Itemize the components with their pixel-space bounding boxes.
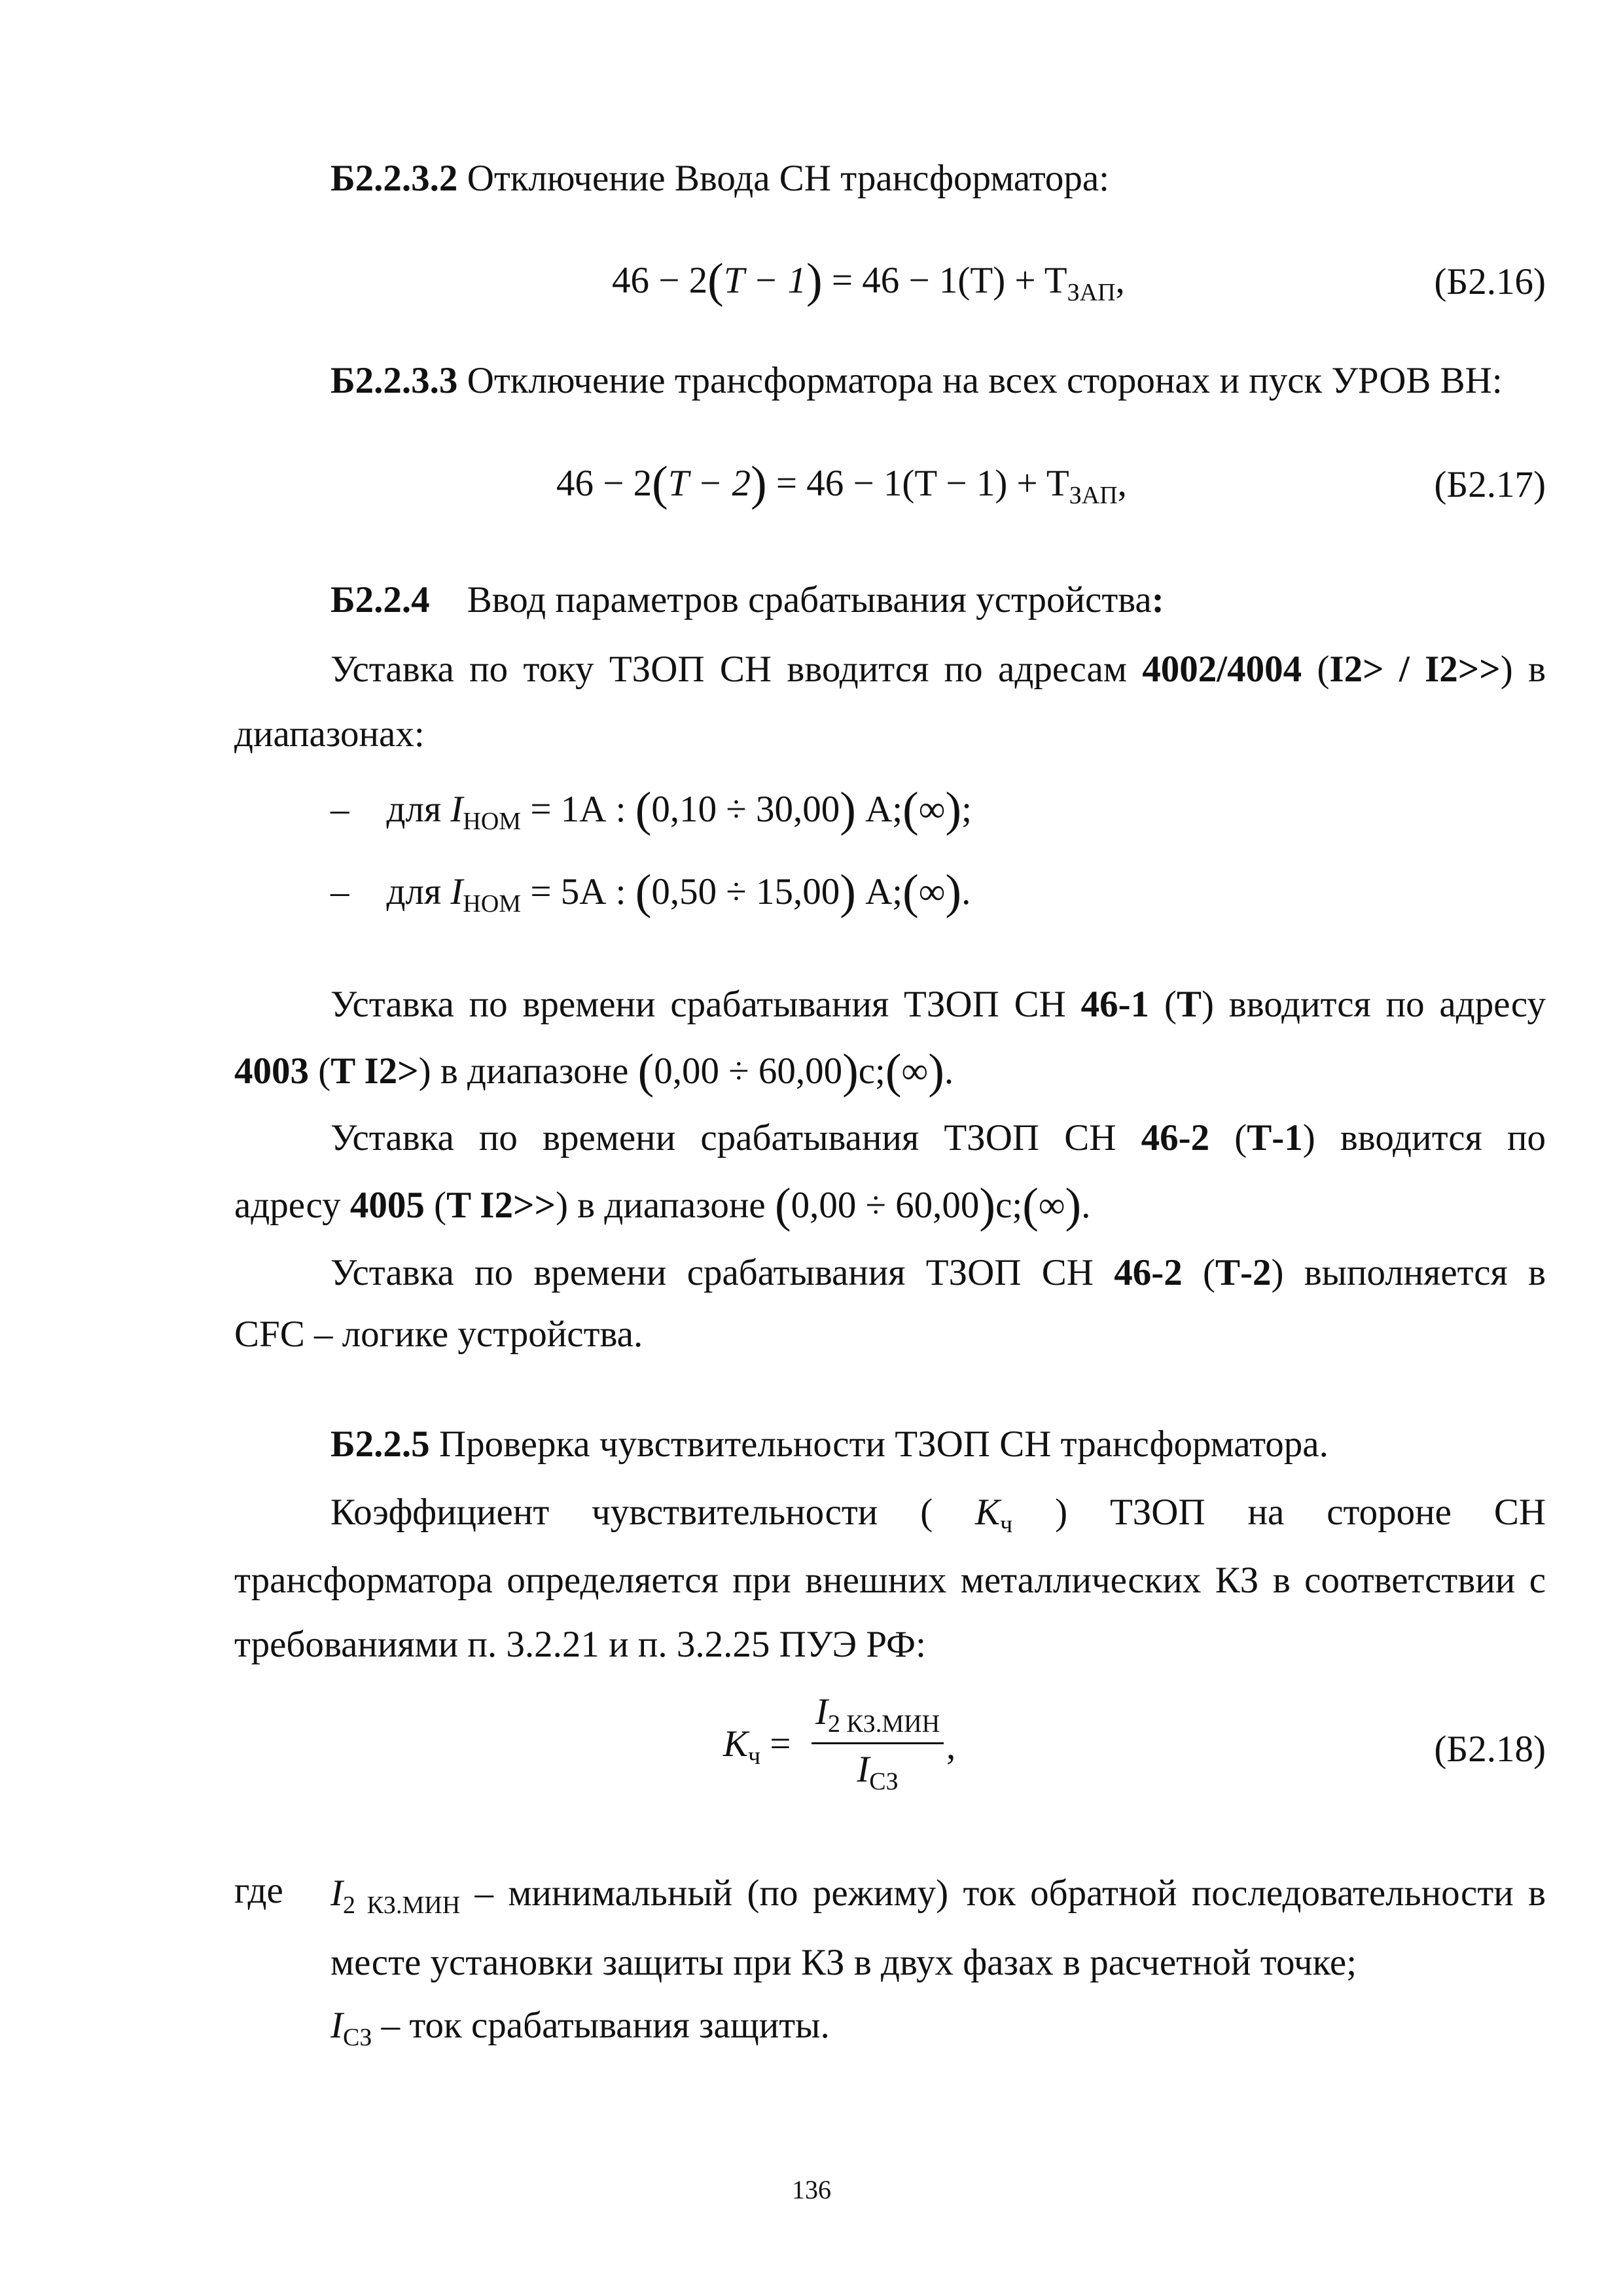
function-code: 46-2: [1141, 1117, 1210, 1158]
paragraph-line: [234, 1181, 1090, 1230]
section-number: Б2.2.3.2: [330, 158, 458, 199]
paragraph-line: требованиями п. 3.2.21 и п. 3.2.25 ПУЭ РФ:: [234, 1624, 926, 1665]
equation-number: (Б2.17): [1434, 464, 1546, 505]
eq-subscript: ЗАП: [1069, 482, 1118, 509]
paragraph-line: трансформатора определяется при внешних металлических КЗ в соответствии с: [234, 1560, 1546, 1601]
infinity: ∞: [918, 789, 946, 830]
paren: ): [840, 865, 856, 919]
variable: I: [330, 1873, 343, 1914]
text: Уставка по времени срабатывания ТЗОП СН: [330, 1252, 1115, 1293]
variable: I: [857, 1749, 870, 1790]
paren: ): [945, 865, 962, 919]
text: Уставка по времени срабатывания ТЗОП СН: [330, 1117, 1141, 1158]
paren: ): [928, 1045, 944, 1098]
section-heading-b2232: [330, 160, 1109, 197]
paren: ): [979, 1179, 996, 1232]
paren: (: [652, 457, 668, 511]
paren: (: [902, 865, 919, 919]
eq-term: = 46 − 1(T − 1) + T: [766, 463, 1069, 504]
paragraph-time-46-2-t1: [330, 1117, 1546, 1159]
text: ) в диапазоне: [555, 1185, 775, 1226]
text: для: [386, 871, 451, 912]
paren: ): [840, 783, 856, 836]
equation-b2-16: [612, 254, 1125, 308]
fraction-denominator: [812, 1748, 944, 1796]
definition-i2kzmin: [330, 1872, 1546, 1920]
text: (: [1209, 1117, 1247, 1158]
paragraph-setting-current: [330, 648, 1546, 691]
parameter: Т-1: [1247, 1117, 1303, 1158]
section-title: Отключение трансформатора на всех сторонах и пуск УРОВ ВН:: [467, 360, 1503, 401]
text: .: [961, 871, 971, 912]
eq-comma: ,: [946, 1726, 956, 1767]
paren: ): [842, 1045, 859, 1098]
paren: (: [637, 1045, 654, 1098]
parameter: T I2>>: [446, 1185, 556, 1226]
text: ) выполняется в: [1271, 1252, 1546, 1293]
paragraph-time-46-1: [330, 983, 1546, 1026]
paren: (: [635, 865, 652, 919]
address: 4005: [349, 1185, 425, 1226]
text: ) в: [1500, 649, 1546, 690]
text: = 5А :: [521, 871, 635, 912]
text: для: [386, 789, 451, 830]
text: на: [1247, 1492, 1285, 1533]
range-item-1a: [330, 785, 972, 834]
text: (: [1149, 984, 1177, 1025]
unit: А;: [855, 871, 903, 912]
text: ) вводится по адресу: [1201, 984, 1546, 1025]
fraction-bar: [812, 1742, 944, 1744]
parameter: Т-2: [1215, 1252, 1272, 1293]
section-heading-b224: [330, 581, 1164, 619]
unit: А;: [855, 789, 903, 830]
subscript: 2 КЗ.МИН: [827, 1710, 940, 1738]
variable: K: [723, 1723, 749, 1765]
definition-line: месте установки защиты при КЗ в двух фазах в расчетной точке;: [330, 1942, 1357, 1983]
text: СН: [1493, 1492, 1546, 1533]
paragraph-line: диапазонах:: [234, 713, 425, 755]
equation-b2-18-lhs: [723, 1725, 791, 1768]
equation-b2-17: [556, 457, 1127, 511]
equation-number: (Б2.18): [1434, 1729, 1546, 1770]
text: Коэффициент: [330, 1492, 550, 1533]
subscript: ч: [748, 1742, 761, 1770]
text: (: [1302, 649, 1330, 690]
text: ) в диапазоне: [418, 1050, 638, 1092]
paren: ): [945, 783, 962, 836]
text: ) вводится по: [1302, 1117, 1546, 1158]
text: (: [920, 1492, 933, 1533]
text: = 1А :: [521, 789, 635, 830]
parameter: Т: [1176, 984, 1202, 1025]
parameter: I2> / I2>>: [1329, 649, 1501, 690]
address: 4003: [234, 1050, 309, 1092]
text: стороне: [1327, 1492, 1452, 1533]
paren: (: [774, 1179, 791, 1232]
range-value: 0,10 ÷ 30,00: [651, 789, 840, 830]
list-dash: –: [330, 871, 349, 912]
paren: (: [635, 783, 652, 836]
text: (: [309, 1050, 331, 1092]
text: .: [1081, 1185, 1091, 1226]
section-title: Отключение Ввода СН трансформатора:: [467, 158, 1109, 199]
subscript: СЗ: [342, 2024, 372, 2051]
infinity: ∞: [918, 871, 946, 912]
text: – ток срабатывания защиты.: [372, 2005, 830, 2046]
subscript: ч: [1000, 1511, 1013, 1538]
eq-term: T − 1: [723, 260, 806, 301]
text: ТЗОП: [1109, 1492, 1205, 1533]
range-value: 0,50 ÷ 15,00: [651, 871, 840, 912]
equation-b2-18-fraction: [812, 1691, 944, 1796]
text: Уставка по времени срабатывания ТЗОП СН: [330, 984, 1081, 1025]
paragraph-sensitivity: [330, 1491, 1546, 1539]
equation-number: (Б2.16): [1434, 261, 1546, 302]
section-colon: :: [1151, 579, 1164, 620]
fraction-numerator: [812, 1691, 944, 1738]
section-number: Б2.2.4: [330, 579, 430, 620]
eq-term: ,: [1117, 463, 1127, 504]
infinity: ∞: [901, 1050, 929, 1092]
subscript: НОМ: [463, 890, 522, 918]
section-title: Ввод параметров срабатывания устройства: [467, 579, 1152, 620]
text: чувствительности: [592, 1492, 878, 1533]
text: ): [1055, 1492, 1068, 1533]
paren: ): [806, 254, 823, 308]
subscript: 2 КЗ.МИН: [342, 1892, 461, 1919]
definition-isz: [330, 2007, 830, 2050]
parameter: T I2>: [330, 1050, 419, 1092]
where-label: где: [234, 1870, 283, 1911]
eq-term: = 46 − 1(T) + T: [822, 260, 1067, 301]
function-code: 46-2: [1114, 1252, 1183, 1293]
paragraph-line: CFC – логике устройства.: [234, 1314, 643, 1355]
eq-term: 46 − 2: [556, 463, 652, 504]
eq-term: 46 − 2: [612, 260, 708, 301]
paren: (: [707, 254, 724, 308]
list-dash: –: [330, 789, 349, 830]
text: Уставка по току ТЗОП СН вводится по адресам: [330, 649, 1143, 690]
paren: ): [750, 457, 767, 511]
address: 4002/4004: [1142, 649, 1302, 690]
paren: (: [1022, 1179, 1039, 1232]
subscript: НОМ: [463, 808, 522, 835]
unit: с;: [995, 1185, 1023, 1226]
text: (: [1182, 1252, 1215, 1293]
text: адресу: [234, 1185, 350, 1226]
variable: K: [975, 1492, 1001, 1533]
paragraph-line: [234, 1047, 954, 1096]
infinity: ∞: [1038, 1185, 1065, 1226]
section-number: Б2.2.3.3: [330, 360, 458, 401]
text: ;: [961, 789, 972, 830]
eq-term: T − 2: [668, 463, 751, 504]
text: .: [944, 1050, 954, 1092]
section-heading-b2233: [330, 362, 1503, 399]
function-code: 46-1: [1080, 984, 1150, 1025]
paragraph-time-46-2-t2: [330, 1251, 1546, 1294]
paren: (: [885, 1045, 902, 1098]
variable: I: [815, 1691, 828, 1732]
section-heading-b225: [330, 1426, 1329, 1463]
eq-subscript: ЗАП: [1067, 279, 1116, 306]
eq-term: ,: [1115, 260, 1125, 301]
equals: =: [770, 1723, 791, 1765]
range-value: 0,00 ÷ 60,00: [791, 1185, 980, 1226]
variable: I: [450, 789, 463, 830]
range-item-5a: [330, 865, 971, 919]
unit: с;: [858, 1050, 885, 1092]
paren: (: [902, 783, 919, 836]
paren: ): [1065, 1179, 1082, 1232]
text: – минимальный (по режиму) ток обратной последовательности в: [460, 1873, 1546, 1914]
subscript: СЗ: [869, 1768, 899, 1795]
page-number: 136: [792, 2175, 831, 2204]
range-value: 0,00 ÷ 60,00: [654, 1050, 843, 1092]
variable: I: [330, 2005, 343, 2046]
section-number: Б2.2.5: [330, 1424, 430, 1465]
section-title: Проверка чувствительности ТЗОП СН трансформатора.: [438, 1424, 1329, 1465]
variable: I: [450, 871, 463, 912]
text: (: [424, 1185, 447, 1226]
